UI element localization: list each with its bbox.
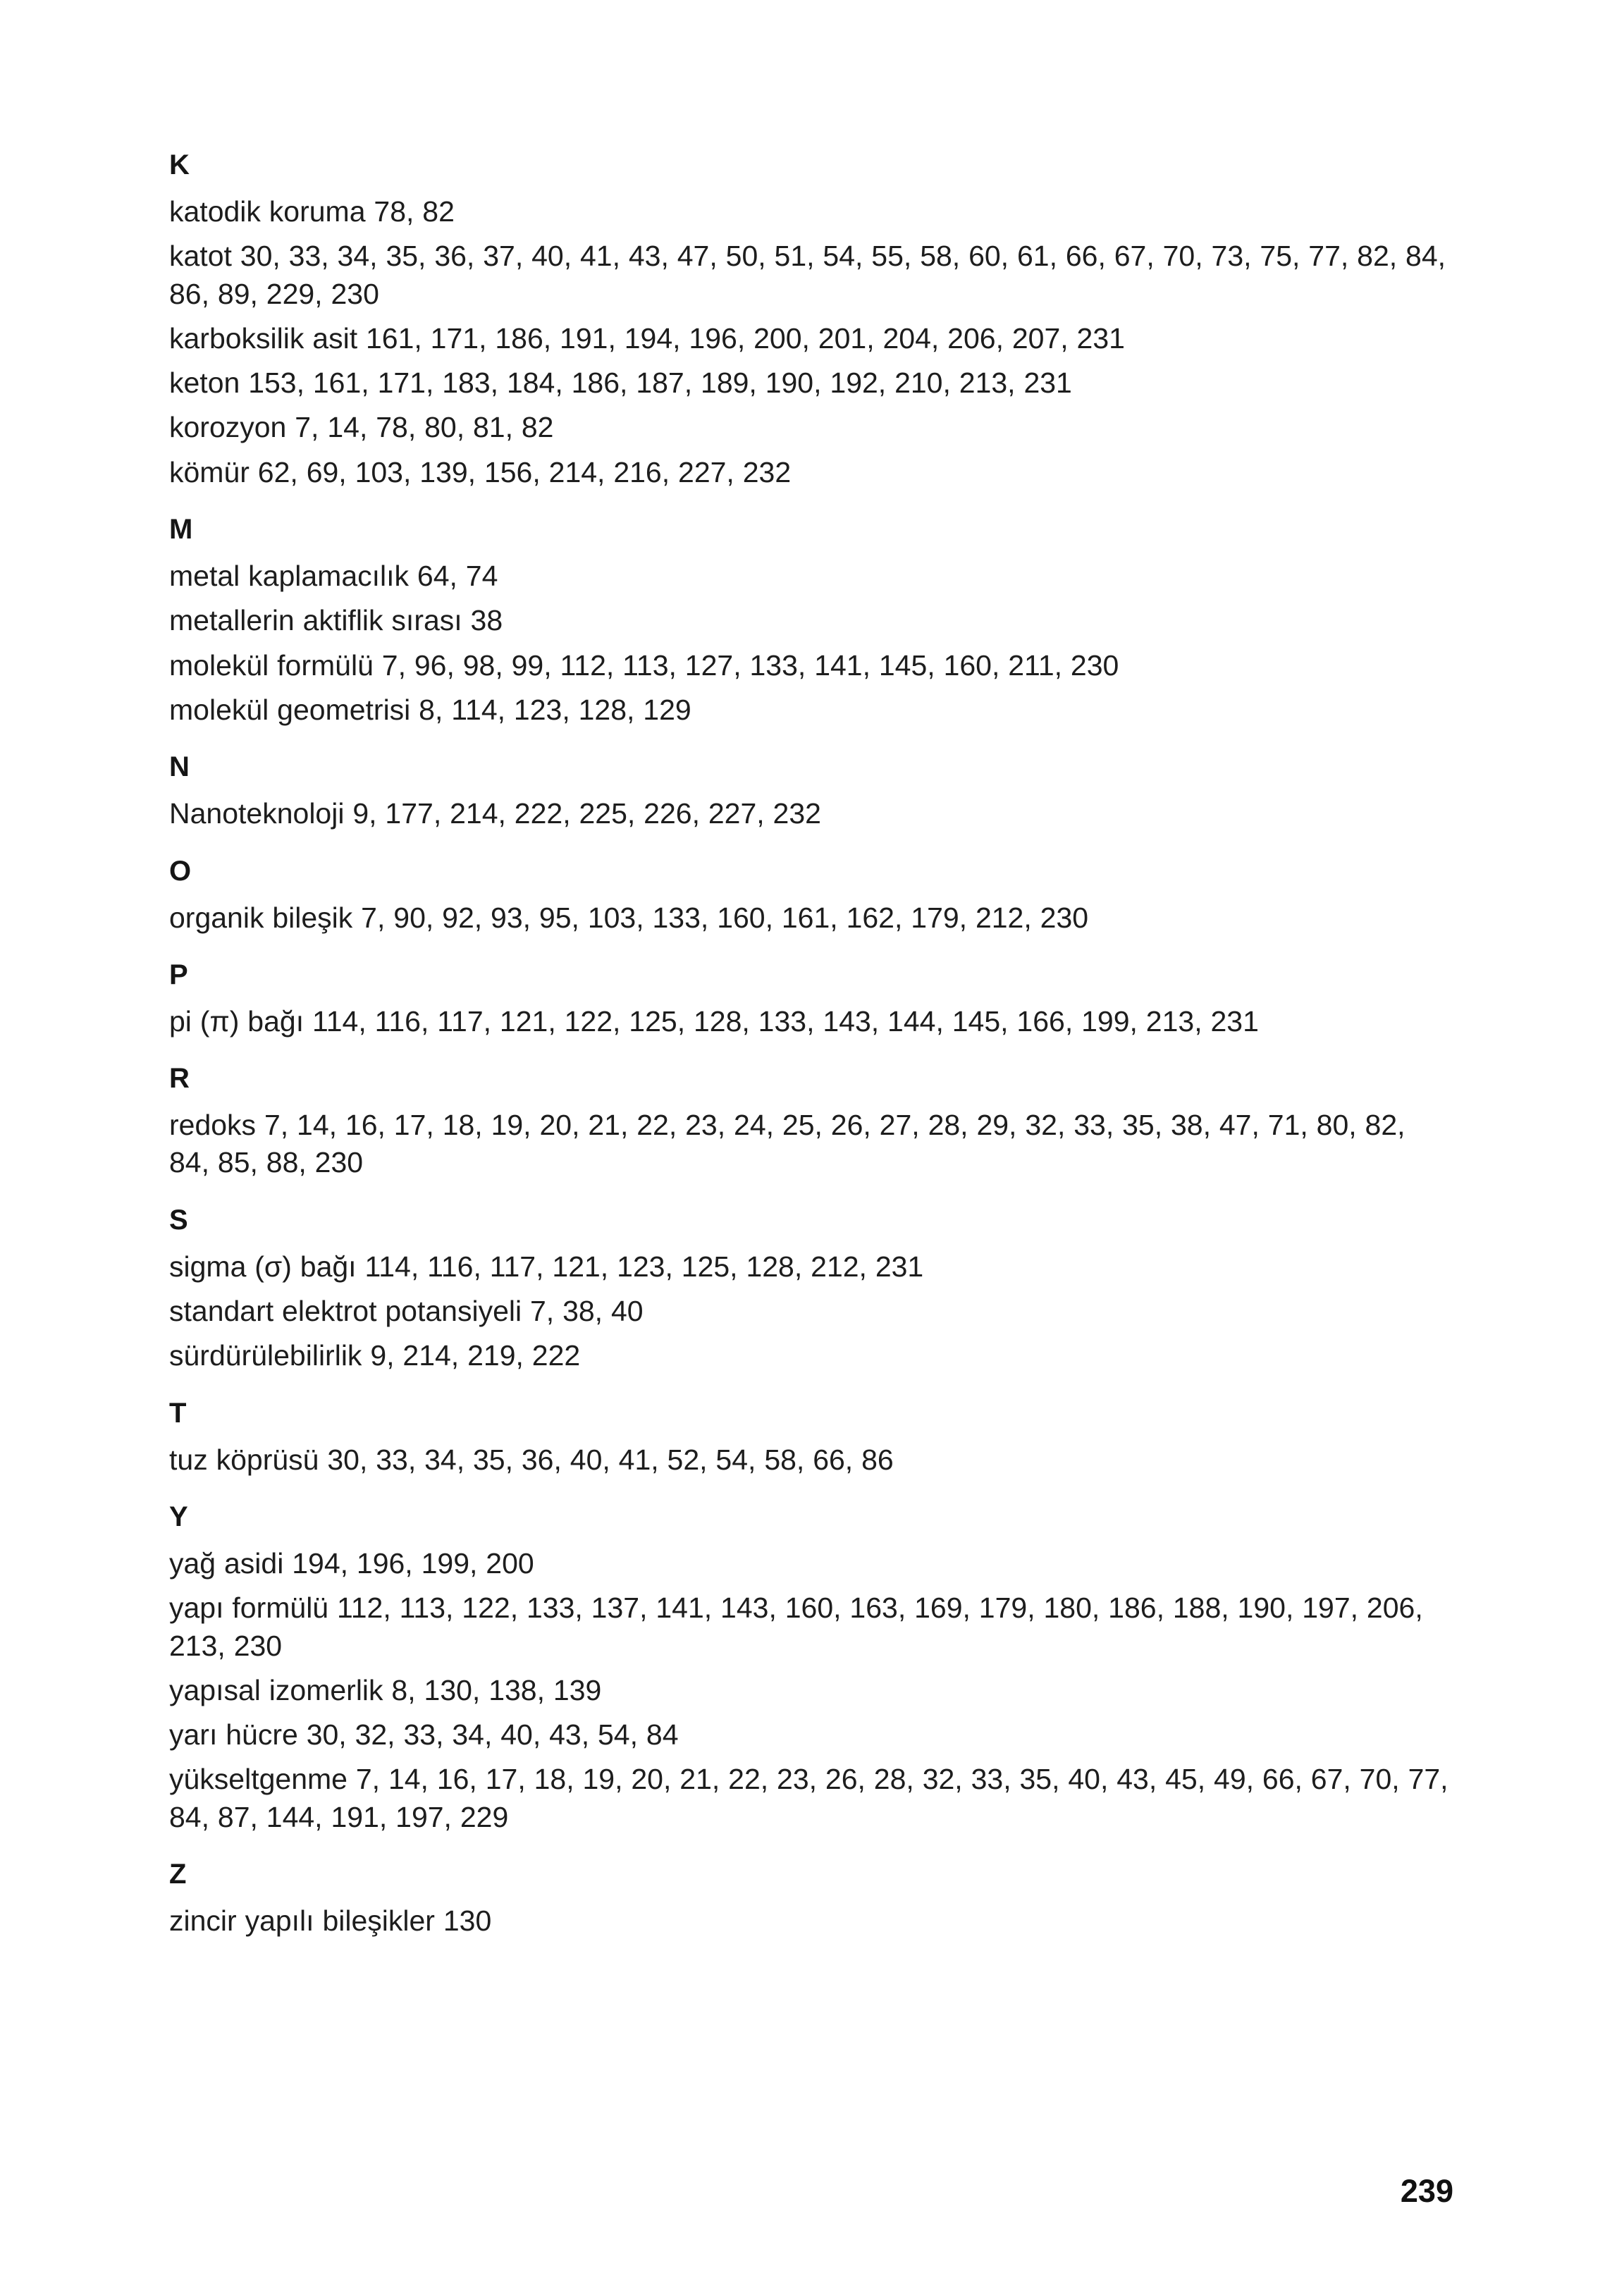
index-entry: yapı formülü 112, 113, 122, 133, 137, 141, 143, 160, 163, 169, 179, 180, 186, 188, 190, 197, 206, 213, 230 xyxy=(169,1592,1423,1662)
letter-heading: T xyxy=(169,1397,187,1429)
letter-heading: P xyxy=(169,959,188,990)
index-entry: yarı hücre 30, 32, 33, 34, 40, 43, 54, 84 xyxy=(169,1718,679,1752)
index-entry: yükseltgenme 7, 14, 16, 17, 18, 19, 20, 21, 22, 23, 26, 28, 32, 33, 35, 40, 43, 45, 49, 66, 67, 70, 77, 84, 87, 144, 191, 197, 229 xyxy=(169,1763,1448,1833)
letter-heading: M xyxy=(169,514,193,546)
index-section-n xyxy=(169,753,1452,832)
index-entry: zincir yapılı bileşikler 130 xyxy=(169,1904,492,1938)
index-entry: katot 30, 33, 34, 35, 36, 37, 40, 41, 43, 47, 50, 51, 54, 55, 58, 60, 61, 66, 67, 70, 73, 75, 77, 82, 84, 86, 89, 229, 230 xyxy=(169,240,1446,310)
index-entry: molekül formülü 7, 96, 98, 99, 112, 113, 127, 133, 141, 145, 160, 211, 230 xyxy=(169,648,1119,682)
index-content xyxy=(169,151,1452,1940)
index-section-p xyxy=(169,961,1452,1040)
index-entry: kömür 62, 69, 103, 139, 156, 214, 216, 227, 232 xyxy=(169,455,792,488)
letter-heading: N xyxy=(169,751,190,783)
index-entry: organik bileşik 7, 90, 92, 93, 95, 103, 133, 160, 161, 162, 179, 212, 230 xyxy=(169,901,1089,934)
index-entry: yağ asidi 194, 196, 199, 200 xyxy=(169,1546,534,1580)
index-section-m xyxy=(169,515,1452,729)
index-section-k xyxy=(169,151,1452,491)
index-entry: molekül geometrisi 8, 114, 123, 128, 129 xyxy=(169,693,691,726)
index-section-s xyxy=(169,1206,1452,1375)
letter-heading: Z xyxy=(169,1859,187,1890)
index-entry: korozyon 7, 14, 78, 80, 81, 82 xyxy=(169,411,554,444)
index-entry: katodik koruma 78, 82 xyxy=(169,195,455,228)
index-entry: keton 153, 161, 171, 183, 184, 186, 187, 189, 190, 192, 210, 213, 231 xyxy=(169,367,1072,400)
index-section-y xyxy=(169,1503,1452,1836)
letter-heading: K xyxy=(169,149,190,180)
letter-heading: O xyxy=(169,855,192,887)
index-entry: karboksilik asit 161, 171, 186, 191, 194, 196, 200, 201, 204, 206, 207, 231 xyxy=(169,321,1125,355)
letter-heading: R xyxy=(169,1063,190,1095)
index-entry: sürdürülebilirlik 9, 214, 219, 222 xyxy=(169,1339,581,1372)
index-entry: metallerin aktiflik sırası 38 xyxy=(169,604,503,637)
index-entry: redoks 7, 14, 16, 17, 18, 19, 20, 21, 22, 23, 24, 25, 26, 27, 28, 29, 32, 33, 35, 38, 47, 71, 80, 82, 84, 85, 88, 230 xyxy=(169,1109,1405,1179)
index-entry: metal kaplamacılık 64, 74 xyxy=(169,560,498,593)
index-entry: tuz köprüsü 30, 33, 34, 35, 36, 40, 41, 52, 54, 58, 66, 86 xyxy=(169,1443,894,1476)
letter-heading: S xyxy=(169,1204,188,1236)
page-number: 239 xyxy=(1400,2173,1453,2209)
index-entry: standart elektrot potansiyeli 7, 38, 40 xyxy=(169,1295,644,1328)
index-entry: sigma (σ) bağı 114, 116, 117, 121, 123, 125, 128, 212, 231 xyxy=(169,1250,924,1283)
index-section-z xyxy=(169,1860,1452,1940)
letter-heading: Y xyxy=(169,1501,188,1532)
index-section-t xyxy=(169,1399,1452,1479)
index-entry: pi (π) bağı 114, 116, 117, 121, 122, 125, 128, 133, 143, 144, 145, 166, 199, 213, 231 xyxy=(169,1004,1259,1038)
index-section-o xyxy=(169,857,1452,937)
index-section-r xyxy=(169,1064,1452,1182)
index-entry: Nanoteknoloji 9, 177, 214, 222, 225, 226, 227, 232 xyxy=(169,797,821,830)
index-entry: yapısal izomerlik 8, 130, 138, 139 xyxy=(169,1673,602,1706)
